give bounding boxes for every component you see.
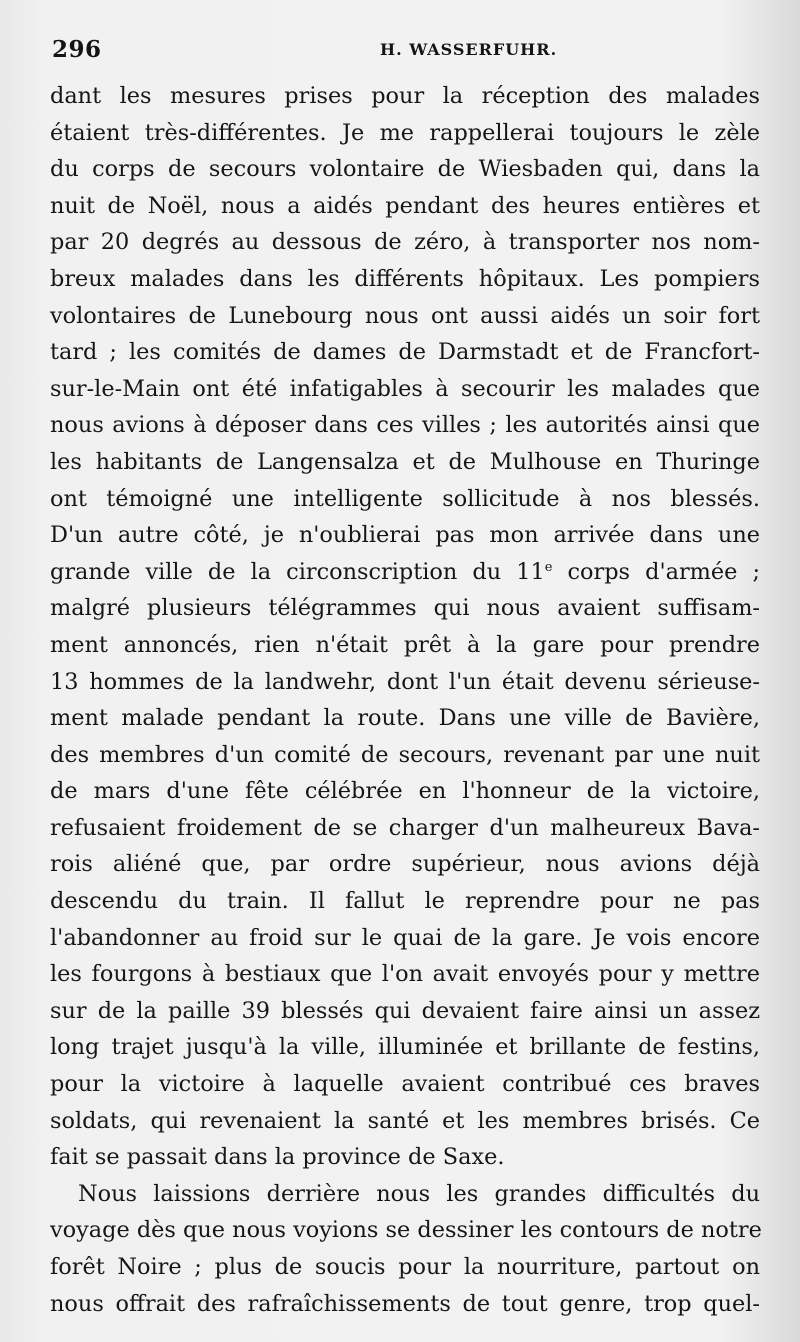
text-line: volontaires de Lunebourg nous ont aussi aidés un soir fort (50, 302, 760, 329)
text-line: descendu du train. Il fallut le reprendre pour ne pas (50, 888, 760, 915)
page-header (50, 36, 760, 68)
text-line: étaient très-différentes. Je me rappellerai toujours le zèle (50, 119, 760, 146)
ordinal-superscript: e (544, 559, 553, 575)
text-line: refusaient froidement de se charger d'un malheureux Bava- (50, 814, 760, 841)
text-line: pour la victoire à laquelle avaient contribué ces braves (50, 1071, 760, 1098)
text-line: l'abandonner au froid sur le quai de la gare. Je vois encore (50, 924, 760, 951)
text-line: ment annoncés, rien n'était prêt à la gare pour prendre (50, 631, 760, 658)
text-line: long trajet jusqu'à la ville, illuminée et brillante de festins, (50, 1034, 760, 1061)
text-line: nous offrait des rafraîchissements de tout genre, trop quel- (50, 1290, 760, 1317)
text-line-with-superscript (50, 554, 760, 591)
text-line: des membres d'un comité de secours, revenant par une nuit (50, 741, 760, 768)
text-line: les habitants de Langensalza et de Mulhouse en Thuringe (50, 448, 760, 475)
text-line: fait se passait dans la province de Saxe. (50, 1144, 505, 1171)
text-line: malgré plusieurs télégrammes qui nous avaient suffisam- (50, 595, 760, 622)
text-line: forêt Noire ; plus de soucis pour la nourriture, partout on (50, 1254, 760, 1280)
text-line: tard ; les comités de dames de Darmstadt et de Francfort- (50, 339, 760, 366)
text-line: ment malade pendant la route. Dans une ville de Bavière, (50, 705, 760, 732)
body-text (50, 78, 760, 1322)
text-line: par 20 degrés au dessous de zéro, à transporter nos nom- (50, 229, 760, 256)
text-line: dant les mesures prises pour la réception des malades (50, 83, 760, 109)
text-line: du corps de secours volontaire de Wiesbaden qui, dans la (50, 156, 760, 183)
paragraph-first-line: Nous laissions derrière nous les grandes difficultés du (78, 1180, 760, 1207)
text-fragment: grande ville de la circonscription du 11 (50, 558, 545, 585)
text-line: les fourgons à bestiaux que l'on avait envoyés pour y mettre (50, 961, 760, 988)
text-line: ont témoigné une intelligente sollicitude à nos blessés. (50, 485, 760, 512)
text-fragment: corps d'armée ; (552, 558, 760, 585)
text-line: sur-le-Main ont été infatigables à secourir les malades que (50, 375, 760, 402)
text-line: 13 hommes de la landwehr, dont l'un était devenu sérieuse- (50, 668, 760, 695)
text-line: D'un autre côté, je n'oublierai pas mon arrivée dans une (50, 522, 760, 549)
running-head: H. WASSERFUHR. (380, 40, 558, 59)
text-line: nous avions à déposer dans ces villes ; les autorités ainsi que (50, 412, 760, 439)
text-line: breux malades dans les différents hôpitaux. Les pompiers (50, 265, 760, 292)
text-line: sur de la paille 39 blessés qui devaient faire ainsi un assez (50, 997, 760, 1024)
text-line: voyage dès que nous voyions se dessiner les contours de notre (50, 1217, 762, 1244)
text-line: nuit de Noël, nous a aidés pendant des heures entières et (50, 192, 760, 219)
text-line: soldats, qui revenaient la santé et les membres brisés. Ce (50, 1107, 760, 1134)
page-number: 296 (52, 36, 102, 63)
text-line: de mars d'une fête célébrée en l'honneur de la victoire, (50, 778, 760, 805)
text-line: rois aliéné que, par ordre supérieur, nous avions déjà (50, 851, 760, 878)
